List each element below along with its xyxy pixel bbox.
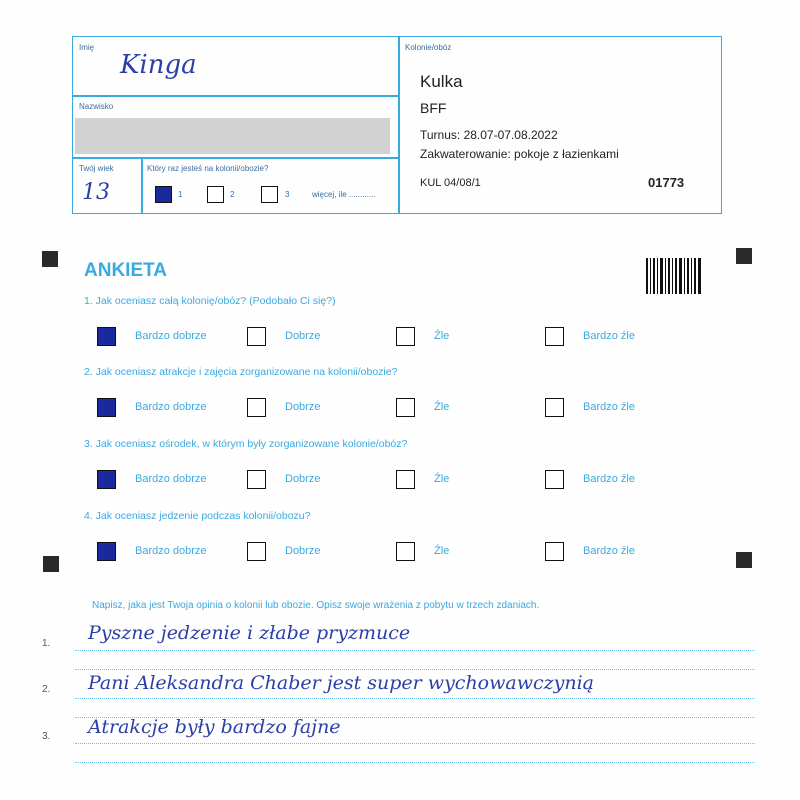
wiek-value[interactable]: 13 (82, 180, 110, 205)
answer-checkbox[interactable] (396, 398, 415, 417)
turnus: Turnus: 28.07-07.08.2022 (420, 128, 558, 142)
opinion-prompt: Napisz, jaka jest Twoja opinia o kolonii lub obozie. Opisz swoje wrażenia z pobytu w trzech zdaniach. (92, 600, 540, 611)
option-label: Bardzo źle (583, 545, 635, 557)
answer-line (75, 698, 755, 699)
answer-line (75, 762, 755, 763)
form-number: 01773 (648, 175, 685, 190)
option-label: Bardzo źle (583, 330, 635, 342)
answer-num: 2. (42, 684, 51, 695)
survey-title: ANKIETA (84, 260, 168, 281)
answer-checkbox[interactable] (545, 398, 564, 417)
answer-3[interactable]: Atrakcje były bardzo fajne (88, 716, 341, 738)
option-label: Źle (434, 401, 450, 413)
question-text: 2. Jak oceniasz atrakcje i zajęcia zorganizowane na kolonii/obozie? (84, 366, 398, 378)
question-text: 3. Jak oceniasz ośrodek, w którym były zorganizowane kolonie/obóz? (84, 438, 408, 450)
visit-1-checkbox[interactable] (155, 186, 172, 203)
answer-checkbox[interactable] (396, 327, 415, 346)
answer-checkbox[interactable] (545, 542, 564, 561)
visit-3-label: 3 (285, 190, 290, 199)
divider (398, 36, 400, 214)
answer-checkbox[interactable] (247, 327, 266, 346)
answer-2[interactable]: Pani Aleksandra Chaber jest super wychowawczynią (88, 672, 594, 694)
visit-2-checkbox[interactable] (207, 186, 224, 203)
divider (72, 95, 398, 97)
zakwaterowanie: Zakwaterowanie: pokoje z łazienkami (420, 147, 619, 161)
divider (72, 157, 398, 159)
visit-2-label: 2 (230, 190, 235, 199)
option-label: Bardzo dobrze (135, 330, 207, 342)
answer-checkbox[interactable] (247, 470, 266, 489)
answer-checkbox[interactable] (97, 327, 116, 346)
answer-line (75, 650, 755, 651)
answer-checkbox[interactable] (545, 470, 564, 489)
answer-line (75, 743, 755, 744)
wiek-label: Twój wiek (79, 164, 114, 173)
kolonia-label: Kolonie/obóz (405, 43, 452, 52)
answer-checkbox[interactable] (97, 470, 116, 489)
option-label: Bardzo źle (583, 473, 635, 485)
answer-1[interactable]: Pyszne jedzenie i złabe pryzmuce (88, 622, 411, 644)
answer-checkbox[interactable] (97, 542, 116, 561)
registration-marker (736, 248, 752, 264)
option-label: Bardzo dobrze (135, 545, 207, 557)
option-label: Źle (434, 545, 450, 557)
answer-checkbox[interactable] (545, 327, 564, 346)
option-label: Bardzo dobrze (135, 401, 207, 413)
kolonia-name: Kulka (420, 72, 463, 91)
answer-num: 1. (42, 638, 51, 649)
answer-line (75, 669, 755, 670)
option-label: Dobrze (285, 473, 321, 485)
imie-label: Imię (79, 43, 95, 52)
registration-marker (42, 251, 58, 267)
divider (141, 157, 143, 214)
answer-checkbox[interactable] (396, 470, 415, 489)
answer-num: 3. (42, 731, 51, 742)
question-text: 4. Jak oceniasz jedzenie podczas kolonii/obozu? (84, 510, 311, 522)
imie-value[interactable]: Kinga (120, 50, 197, 80)
wiecej-label: więcej, ile ............ (312, 190, 376, 199)
question-text: 1. Jak oceniasz całą kolonię/obóz? (Podobało Ci się?) (84, 295, 336, 307)
visit-3-checkbox[interactable] (261, 186, 278, 203)
option-label: Dobrze (285, 545, 321, 557)
registration-marker (43, 556, 59, 572)
option-label: Bardzo źle (583, 401, 635, 413)
option-label: Bardzo dobrze (135, 473, 207, 485)
ktory-raz-label: Który raz jesteś na kolonii/obozie? (147, 164, 269, 173)
answer-checkbox[interactable] (396, 542, 415, 561)
option-label: Dobrze (285, 330, 321, 342)
answer-checkbox[interactable] (247, 398, 266, 417)
kolonia-code: KUL 04/08/1 (420, 177, 481, 189)
kolonia-sub: BFF (420, 100, 447, 116)
registration-marker (736, 552, 752, 568)
option-label: Dobrze (285, 401, 321, 413)
answer-checkbox[interactable] (247, 542, 266, 561)
visit-1-label: 1 (178, 190, 183, 199)
option-label: Źle (434, 473, 450, 485)
redacted-surname (75, 118, 390, 154)
answer-checkbox[interactable] (97, 398, 116, 417)
nazwisko-label: Nazwisko (79, 102, 114, 111)
barcode-icon (646, 258, 702, 294)
option-label: Źle (434, 330, 450, 342)
